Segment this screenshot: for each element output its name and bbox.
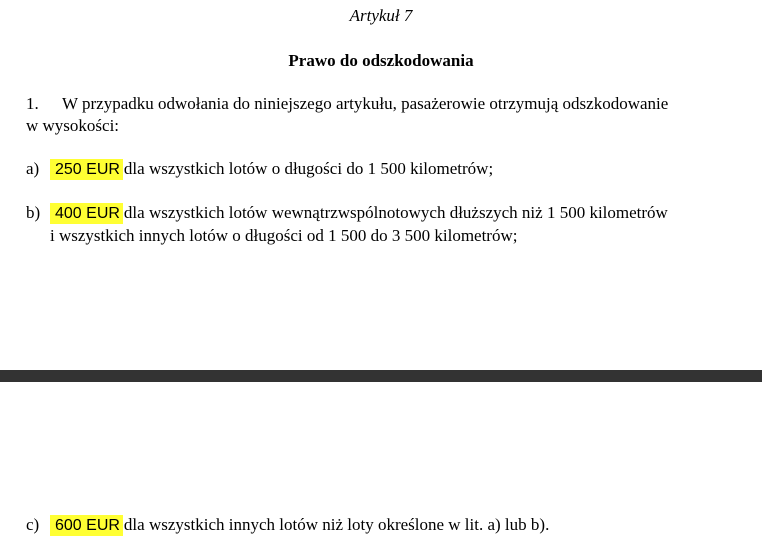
item-a-text: dla wszystkich lotów o długości do 1 500 kilometrów; <box>123 159 494 178</box>
item-b-text: dla wszystkich lotów wewnątrzwspólnotowych dłuższych niż 1 500 kilometrów <box>123 203 668 222</box>
item-b <box>50 202 668 225</box>
item-b-amount-highlight: 400 EUR <box>50 203 123 224</box>
item-a <box>50 158 493 181</box>
item-b-label: b) <box>26 203 41 222</box>
paragraph-number: 1. <box>26 94 39 113</box>
item-c <box>50 514 549 537</box>
item-c-amount-highlight: 600 EUR <box>50 515 123 536</box>
article-title: Prawo do odszkodowania <box>288 51 474 70</box>
item-a-amount-highlight: 250 EUR <box>50 159 123 180</box>
paragraph-text-line2: w wysokości: <box>26 116 120 135</box>
item-c-label: c) <box>26 515 40 534</box>
item-c-text: dla wszystkich innych lotów niż loty określone w lit. a) lub b). <box>123 515 550 534</box>
paragraph-text-line1: W przypadku odwołania do niniejszego artykułu, pasażerowie otrzymują odszkodowanie <box>62 94 669 113</box>
item-a-label: a) <box>26 159 40 178</box>
page-separator <box>0 370 762 382</box>
item-b-continuation: i wszystkich innych lotów o długości od 1 500 do 3 500 kilometrów; <box>50 226 518 245</box>
article-number: Artykuł 7 <box>349 6 413 25</box>
